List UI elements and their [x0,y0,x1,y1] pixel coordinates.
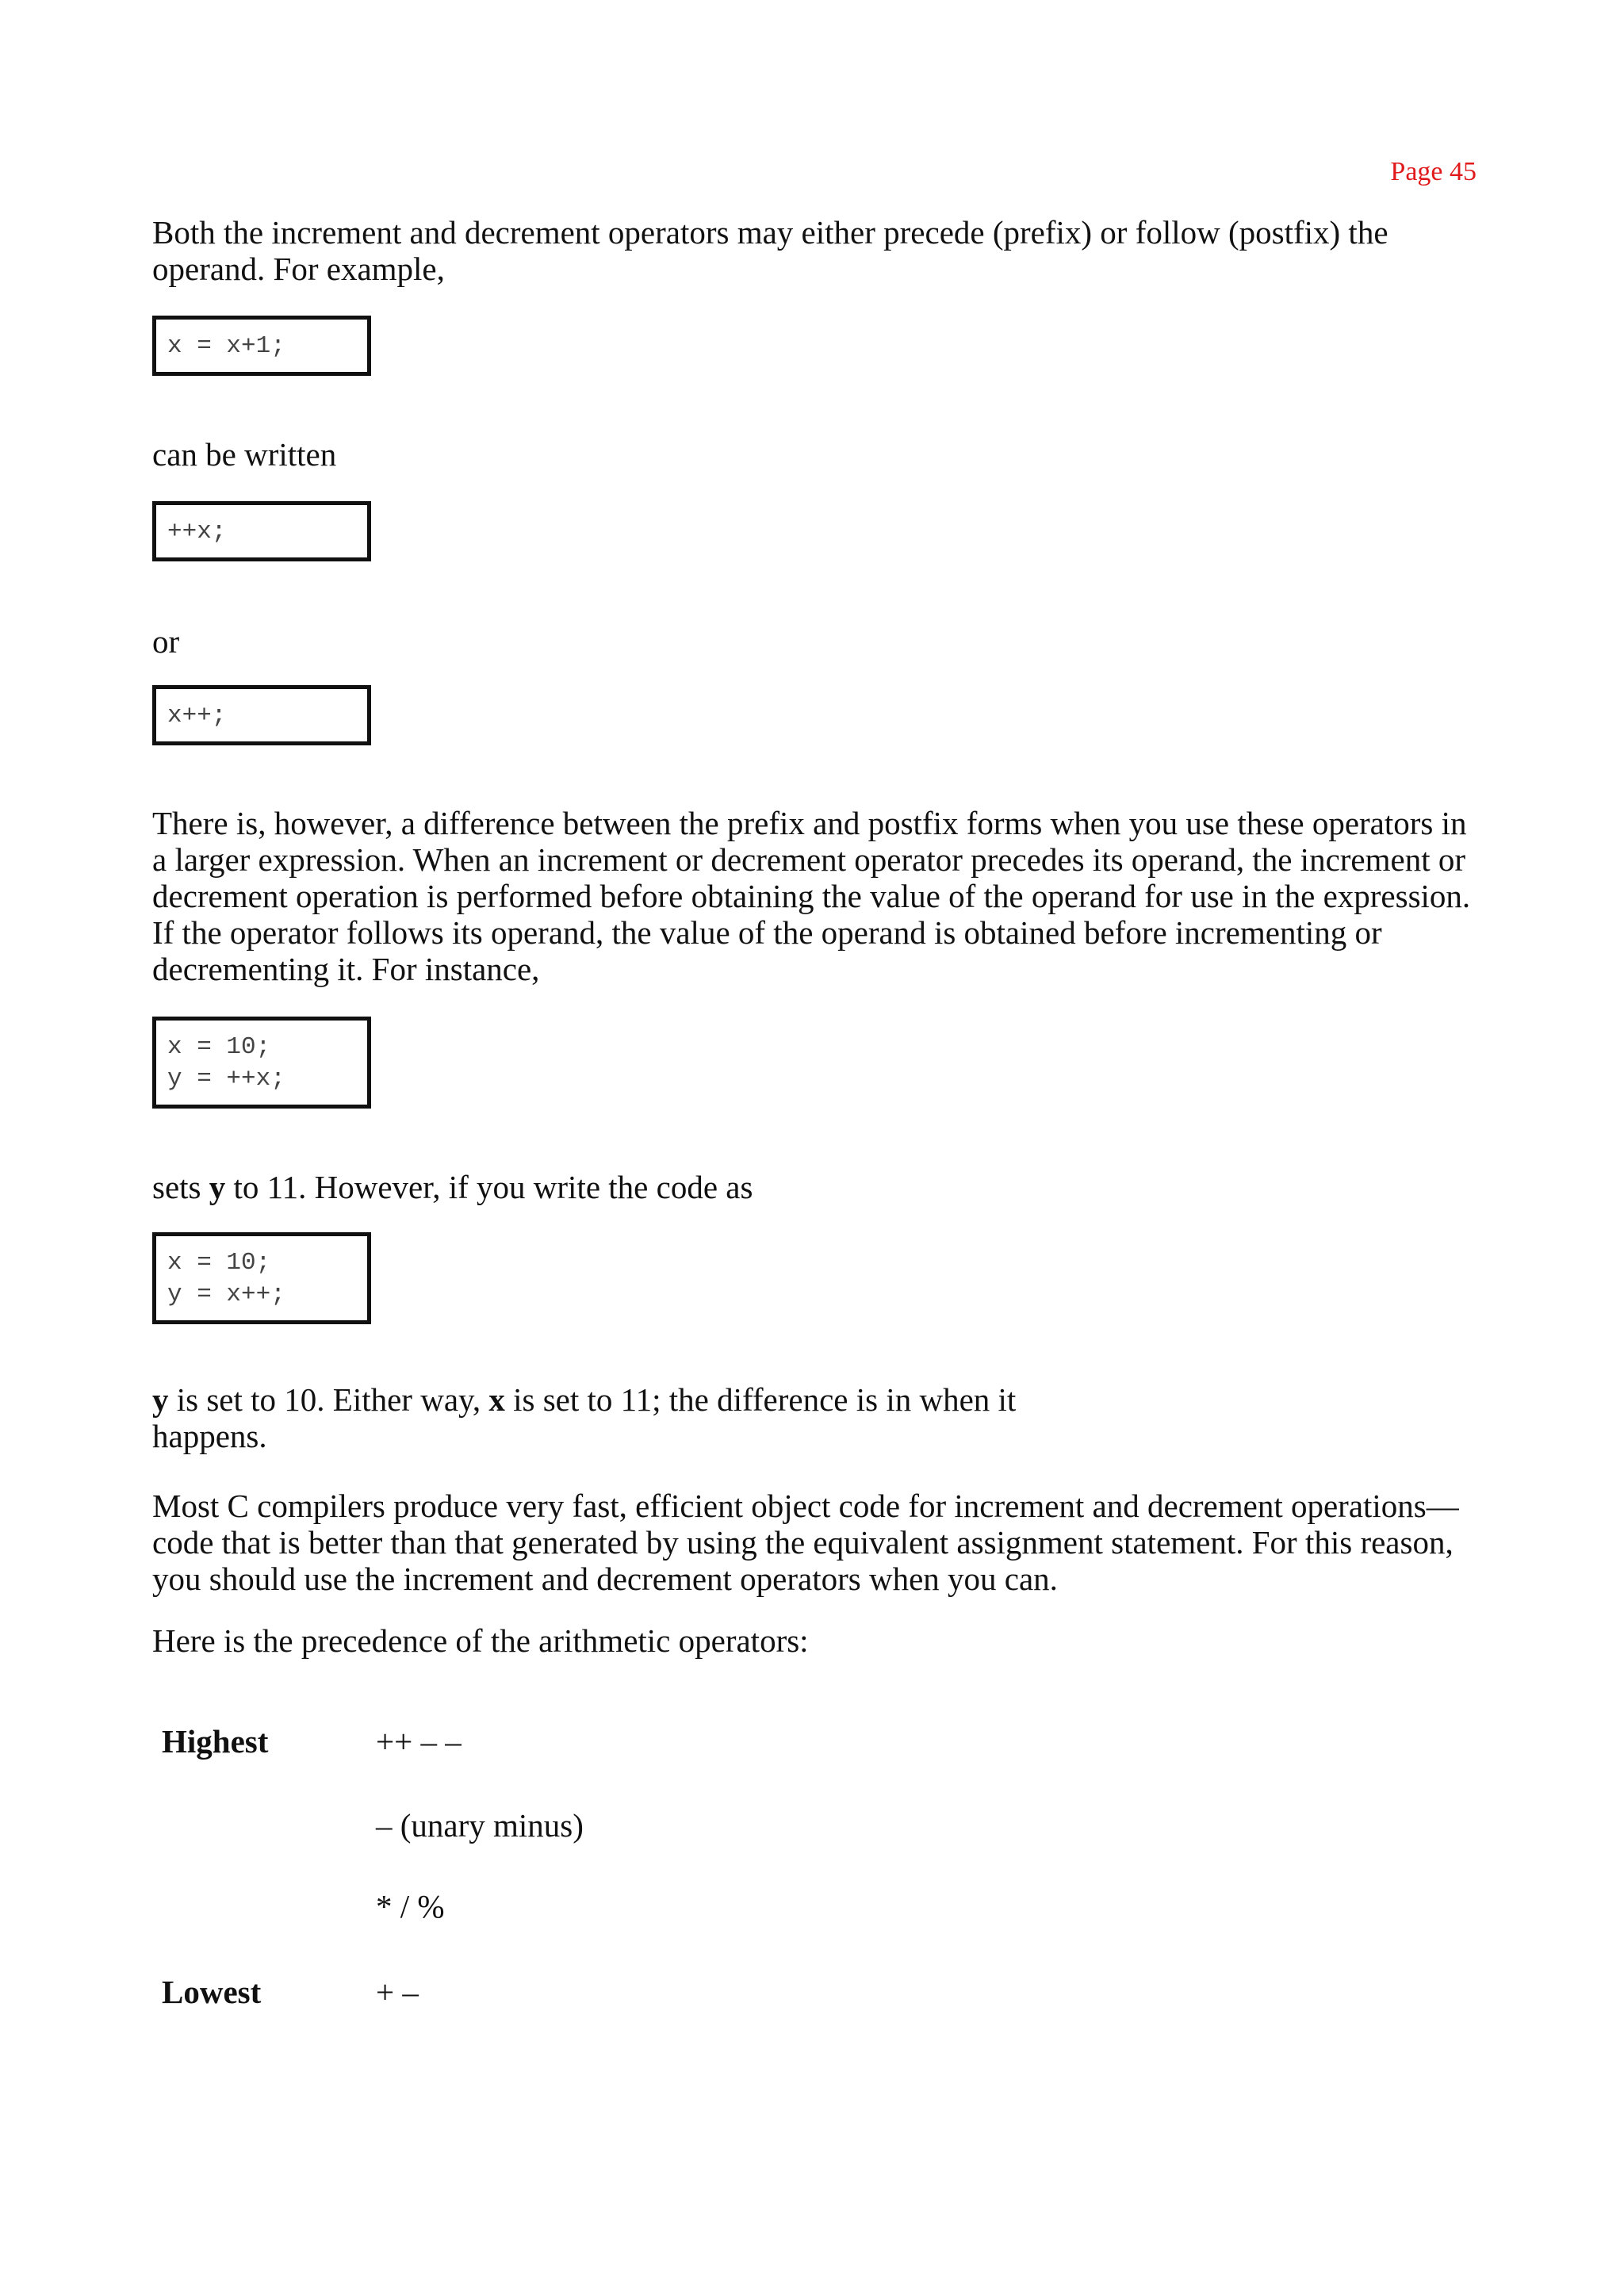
precedence-row: * / % [376,1888,445,1924]
code-line: x = x+1; [167,332,285,360]
paragraph-y-set-to-10 [152,1381,1484,1454]
code-block-assignment [152,316,371,376]
paragraph-prefix-postfix: Both the increment and decrement operators may either precede (prefix) or follow (postfix) the operand. For example, [152,214,1388,287]
precedence-lowest-label: Lowest [162,1974,262,2010]
variable-x: x [488,1381,505,1418]
precedence-row: ++ – – [376,1723,462,1760]
code-line: x = 10; [167,1249,271,1277]
precedence-row: + – [376,1974,419,2010]
paragraph-can-be-written: can be written [152,436,337,473]
code-line: x++; [167,702,227,730]
precedence-row: – (unary minus) [376,1807,584,1844]
text-run: to 11. However, if you write the code as [225,1169,753,1205]
code-block-prefix-example [152,1017,371,1109]
text-run: sets [152,1169,209,1205]
paragraph-sets-y [152,1169,1484,1205]
code-block-postfix-example [152,1232,371,1324]
paragraph-or: or [152,623,180,660]
variable-y: y [209,1169,226,1205]
text-run: is set to 10. Either way, [168,1381,489,1418]
paragraph-compilers: Most C compilers produce very fast, efficient object code for increment and decrement operations—code that is better than that generated by using the equivalent assignment statement. For this reason, you should use the increment and decrement operators when you can. [152,1488,1459,1597]
text-run: happens. [152,1418,267,1454]
paragraph-difference: There is, however, a difference between the prefix and postfix forms when you use these operators in a larger expression. When an increment or decrement operator precedes its operand, the increment or decrement operation is performed before obtaining the value of the operand for use in the expression. If the operator follows its operand, the value of the operand is obtained before incrementing or decrementing it. For instance, [152,805,1471,987]
code-block-postfix-increment [152,685,371,745]
text-run: is set to 11; the difference is in when it [504,1381,1017,1418]
code-line: x = 10; [167,1033,271,1061]
code-line: ++x; [167,518,227,546]
code-line: y = x++; [167,1281,285,1308]
variable-y: y [152,1381,169,1418]
code-line: y = ++x; [167,1065,285,1093]
code-block-prefix-increment [152,501,371,561]
precedence-highest-label: Highest [162,1723,269,1760]
paragraph-precedence-intro: Here is the precedence of the arithmetic operators: [152,1622,809,1659]
page-number: Page 45 [1390,157,1477,186]
